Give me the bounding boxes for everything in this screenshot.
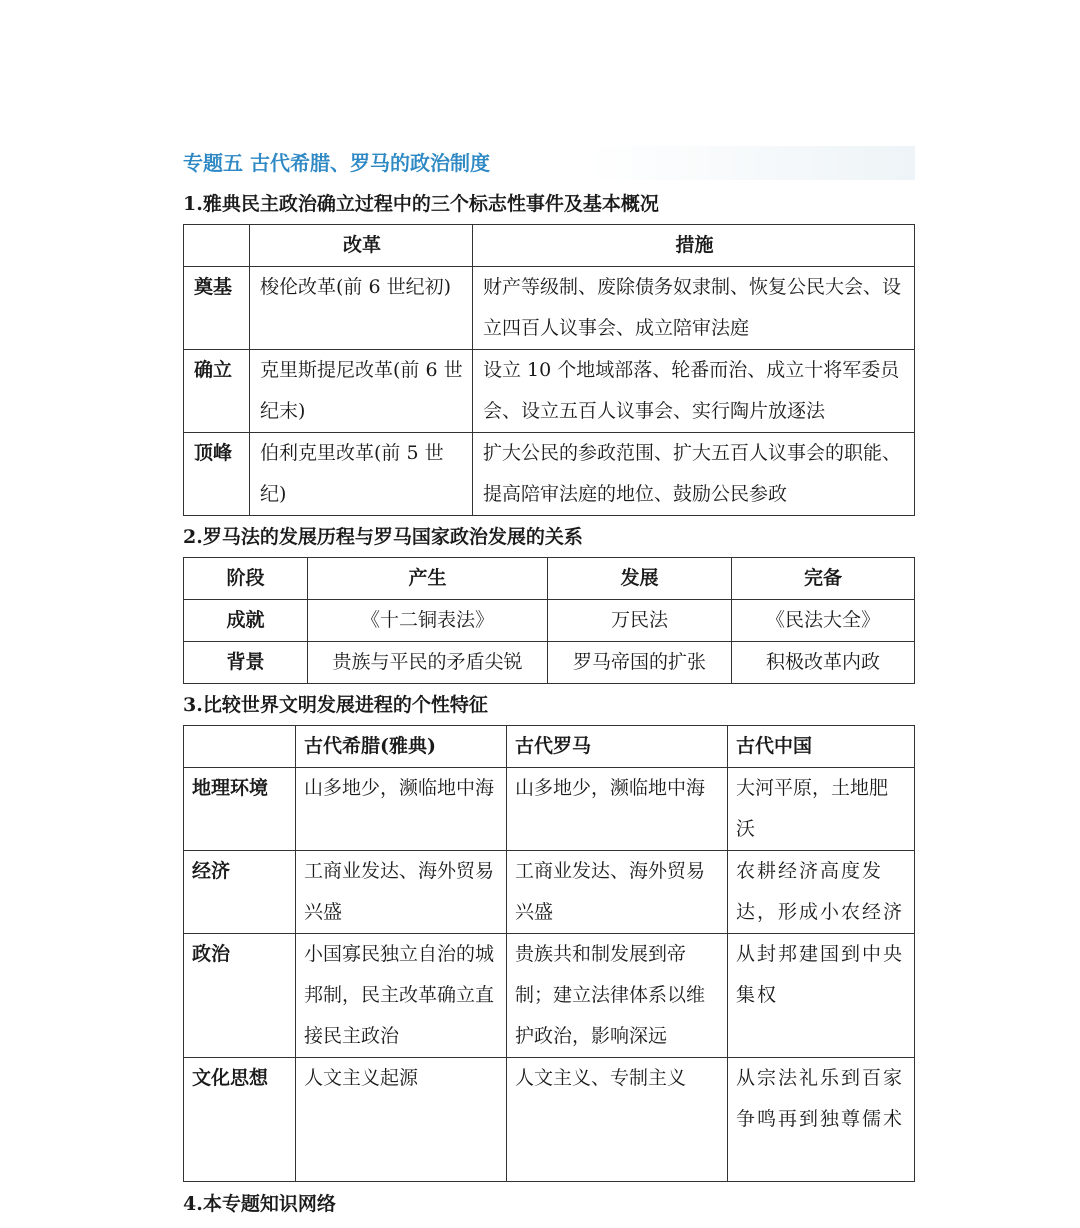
reform-cell: 伯利克里改革(前 5 世纪) bbox=[250, 433, 473, 516]
table-cell: 从封邦建国到中央集权 bbox=[728, 934, 915, 1058]
table-cell: 山多地少，濒临地中海 bbox=[507, 768, 728, 851]
row-label: 政治 bbox=[184, 934, 296, 1058]
table-cell: 贵族共和制发展到帝制；建立法律体系以维护政治，影响深远 bbox=[507, 934, 728, 1058]
reform-cell: 克里斯提尼改革(前 6 世纪末) bbox=[250, 350, 473, 433]
header-greece: 古代希腊(雅典) bbox=[296, 726, 507, 768]
table-row bbox=[184, 851, 915, 934]
header-stage: 阶段 bbox=[184, 558, 308, 600]
header-completion: 完备 bbox=[732, 558, 915, 600]
row-label: 确立 bbox=[184, 350, 250, 433]
header-measures: 措施 bbox=[473, 225, 915, 267]
table-header-row bbox=[184, 558, 915, 600]
table-cell: 大河平原，土地肥沃 bbox=[728, 768, 915, 851]
measures-cell: 财产等级制、废除债务奴隶制、恢复公民大会、设立四百人议事会、成立陪审法庭 bbox=[473, 267, 915, 350]
header-blank bbox=[184, 225, 250, 267]
table-cell: 贵族与平民的矛盾尖锐 bbox=[308, 642, 548, 684]
table-row bbox=[184, 642, 915, 684]
table-row bbox=[184, 433, 915, 516]
table-header-row bbox=[184, 726, 915, 768]
table-cell: 万民法 bbox=[548, 600, 732, 642]
table-cell: 人文主义起源 bbox=[296, 1058, 507, 1182]
row-label: 奠基 bbox=[184, 267, 250, 350]
reform-cell: 梭伦改革(前 6 世纪初) bbox=[250, 267, 473, 350]
row-label: 顶峰 bbox=[184, 433, 250, 516]
section-2-title: 2.罗马法的发展历程与罗马国家政治发展的关系 bbox=[183, 526, 583, 548]
row-label: 成就 bbox=[184, 600, 308, 642]
header-reform: 改革 bbox=[250, 225, 473, 267]
table-cell: 农耕经济高度发达，形成小农经济 bbox=[728, 851, 915, 934]
section-1-title: 1.雅典民主政治确立过程中的三个标志性事件及基本概况 bbox=[183, 193, 659, 215]
section-4-title: 4.本专题知识网络 bbox=[183, 1193, 336, 1215]
row-label: 文化思想 bbox=[184, 1058, 296, 1182]
measures-cell: 设立 10 个地域部落、轮番而治、成立十将军委员会、设立五百人议事会、实行陶片放逐法 bbox=[473, 350, 915, 433]
table-row bbox=[184, 350, 915, 433]
table-athens-reforms bbox=[183, 224, 915, 516]
section-3-title: 3.比较世界文明发展进程的个性特征 bbox=[183, 694, 488, 716]
table-cell: 山多地少，濒临地中海 bbox=[296, 768, 507, 851]
header-china: 古代中国 bbox=[728, 726, 915, 768]
row-label: 地理环境 bbox=[184, 768, 296, 851]
table-header-row bbox=[184, 225, 915, 267]
table-cell: 从宗法礼乐到百家争鸣再到独尊儒术 bbox=[728, 1058, 915, 1182]
table-row bbox=[184, 768, 915, 851]
row-label: 经济 bbox=[184, 851, 296, 934]
table-row bbox=[184, 267, 915, 350]
table-cell: 小国寡民独立自治的城邦制，民主改革确立直接民主政治 bbox=[296, 934, 507, 1058]
table-row bbox=[184, 1058, 915, 1182]
table-cell: 《民法大全》 bbox=[732, 600, 915, 642]
header-rome: 古代罗马 bbox=[507, 726, 728, 768]
table-cell: 工商业发达、海外贸易兴盛 bbox=[507, 851, 728, 934]
table-cell: 积极改革内政 bbox=[732, 642, 915, 684]
header-blank bbox=[184, 726, 296, 768]
table-cell: 罗马帝国的扩张 bbox=[548, 642, 732, 684]
table-cell: 《十二铜表法》 bbox=[308, 600, 548, 642]
table-cell: 人文主义、专制主义 bbox=[507, 1058, 728, 1182]
table-civilization-comparison bbox=[183, 725, 915, 1182]
table-roman-law bbox=[183, 557, 915, 684]
table-row bbox=[184, 934, 915, 1058]
table-row bbox=[184, 600, 915, 642]
header-development: 发展 bbox=[548, 558, 732, 600]
row-label: 背景 bbox=[184, 642, 308, 684]
table-cell: 工商业发达、海外贸易兴盛 bbox=[296, 851, 507, 934]
header-origin: 产生 bbox=[308, 558, 548, 600]
topic-title: 专题五 古代希腊、罗马的政治制度 bbox=[183, 146, 915, 180]
measures-cell: 扩大公民的参政范围、扩大五百人议事会的职能、提高陪审法庭的地位、鼓励公民参政 bbox=[473, 433, 915, 516]
